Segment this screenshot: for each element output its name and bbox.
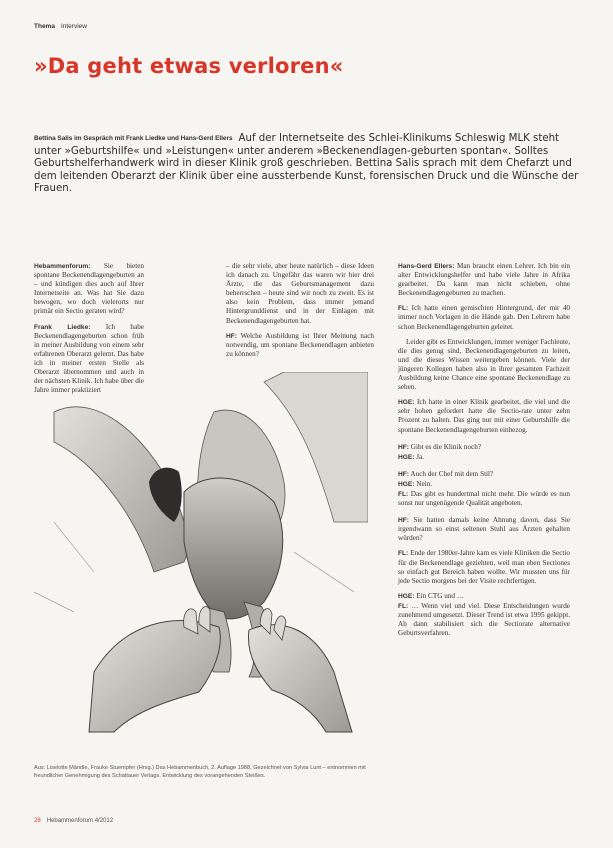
subsection-label: Interview	[60, 23, 87, 30]
speaker: Hans-Gerd Ellers:	[398, 263, 455, 270]
illustration-caption: Aus: Liselotte Mändle, Frauke Stuempfer (Hrsg.) Das Hebammenbuch, 2. Auflage 1988, Gezeichnet von Sylvia Lunt – entnommen mit freundlicher Genehmigung des Schattauer Verlags. Entwicklung des vorangehenden Steißes.	[34, 765, 366, 780]
speaker: HGE:	[398, 453, 415, 461]
paragraph	[398, 453, 570, 462]
paragraph-text: Nein.	[416, 479, 433, 488]
paragraph-text: Man braucht einen Lehrer. Ich bin ein alter Entwicklungshelfer und habe viele Jahre in Afrika gearbeitet. Da kann man nicht schieben, ohne Beckenendlagengeburten zu machen.	[398, 262, 570, 298]
text-column-2	[226, 262, 374, 365]
paragraph	[398, 470, 570, 479]
paragraph	[34, 262, 144, 317]
speaker: HGE:	[398, 480, 415, 488]
paragraph	[398, 602, 570, 638]
article-intro	[34, 133, 582, 196]
birth-illustration	[34, 372, 368, 762]
paragraph-text: Ende der 1980er-Jahre kam es viele Kliniken die Sectio für die Beckenendlage geziehten, weil man eben Sectiones so einfach gut Bereich haben wollte. Wir mussten uns für jede Sectio morgens bei der Visite rechtfertigen.	[398, 549, 571, 585]
speaker: FL:	[398, 602, 409, 610]
speaker: HF:	[226, 332, 237, 340]
paragraph-text: – die sehr viele, aber heute natürlich – diese Ideen ich danach zu. Ungefähr das waren wir hier drei Ärzte, die das Geburtsmanagement dazu beherrschen – heute sind wir noch zu zweit. Es ist also kein Problem, dass immer jemand Hintergrunddienst und in der Einlagen mit Beckenendlagengeburten hat.	[226, 262, 374, 325]
page-footer	[34, 818, 113, 824]
speaker: FL:	[398, 490, 409, 498]
speaker: HGE:	[398, 592, 415, 600]
paragraph-text: Leider gibt es Entwicklungen, immer weniger Fachleute, die dies genug sind, Beckenendlagengeburten zu leiten, und die dieses Wissen weitergeben können. Viele der jüngeren Kollegen haben also in ihrer gesamten Fachzeit Ausbildung keine Chance eine spontane Beckenendlage zu sehen.	[398, 337, 570, 392]
speaker: Hebammenforum:	[34, 263, 91, 270]
paragraph-text: Ja.	[416, 452, 425, 461]
paragraph-text: Das gibt es hundertmal nicht mehr. Die würde es nun sonst nur ungenügende Qualität angeboten.	[398, 489, 570, 508]
paragraph-text: … Wenn viel und viel. Diese Entscheidungen wurde zunehmend umgesetzt. Dieser Trend ist etwa 1995 gekippt. Ab dann stabilisiert sich die Sectiorate alternative Geburtsverfahren.	[398, 601, 570, 638]
paragraph	[398, 480, 570, 489]
journal-name: Hebammenforum 4/2012	[46, 818, 114, 824]
paragraph	[398, 304, 570, 331]
paragraph	[398, 398, 570, 434]
speaker: HF:	[398, 443, 409, 451]
paragraph	[398, 443, 570, 452]
paragraph	[398, 262, 570, 298]
paragraph-text: Gibt es die Klinik noch?	[410, 442, 482, 451]
paragraph	[398, 338, 570, 393]
speaker: HGE:	[398, 399, 415, 407]
paragraph-text: Ich hatte einen gemischten Hintergrund, der mir 40 immer noch Vorlagen in die Hände gab. Den Lehrern habe schon Beckenendlagengeburten geleitet.	[398, 304, 571, 331]
paragraph	[398, 490, 570, 508]
intro-lead: Bettina Salis im Gespräch mit Frank Liedke und Hans-Gerd Ellers	[34, 135, 233, 142]
paragraph	[226, 332, 374, 359]
speaker: FL:	[398, 550, 409, 558]
text-column-3	[398, 262, 570, 644]
paragraph	[398, 516, 570, 543]
paragraph-text: Auch der Chef mit dem Stil?	[410, 469, 494, 478]
paragraph-text: Ein CTG und …	[416, 591, 464, 600]
paragraph	[398, 549, 570, 585]
paragraph-text: Ich hatte in einer Klinik gearbeitet, die viel und die sehr hohen gefordert hatte die Sectio-rate unter zehn Prozent zu halten. Das ging nur mit einer Geburtshilfe die spontane Beckenendlagengeburten einbezog.	[398, 398, 570, 434]
speaker: Frank Liedke:	[34, 323, 91, 331]
intro-text: Auf der Internetseite des Schlei-Klinikums Schleswig MLK steht unter »Geburtshilfe« und »Leistungen« unter anderem »Beckenendlagen-geburten spontan«. Solltes Geburtshelferhandwerk wird in dieser Klinik groß geschrieben. Bettina Salis sprach mit dem Chefarzt und dem leitenden Oberarzt der Klinik über eine aussterbende Kunst, forensischen Druck und die Wünsche der Frauen.	[34, 133, 579, 195]
speaker: HF:	[398, 517, 409, 525]
section-label: Thema	[34, 23, 55, 30]
speaker: FL:	[398, 305, 409, 313]
paragraph-text: Ich habe Beckenendlagengeburten schon früh in meiner Ausbildung von einem sehr erfahrenen Oberarzt gelernt. Das habe ich in meiner ersten Stelle als Oberarzt übernommen und auch in der nächsten Klinik. Ich habe über die Jahre immer praktiziert	[34, 322, 144, 395]
paragraph-text: Sie hatten damals keine Ahnung davon, dass Sie irgendwann so einst seltenen Stuhl aus Ärzten gehalten würden?	[398, 516, 571, 543]
paragraph-text: Welche Ausbildung ist Ihrer Meinung nach notwendig, um spontane Beckenendlagen anbieten zu können?	[226, 331, 374, 358]
paragraph	[398, 592, 570, 601]
paragraph-text: Sie bieten spontane Beckenendlagengeburten an – und kündigen dies auch auf Ihrer Internetseite an. Was hat Sie dazu bewogen, wo doch vielerorts nur primär ein Sectio geraten wird?	[34, 262, 145, 316]
section-header	[34, 23, 87, 30]
paragraph	[226, 262, 374, 326]
page-number: 28	[34, 818, 41, 824]
article-title: »Da geht etwas verloren«	[34, 54, 344, 78]
speaker: HF:	[398, 470, 409, 478]
